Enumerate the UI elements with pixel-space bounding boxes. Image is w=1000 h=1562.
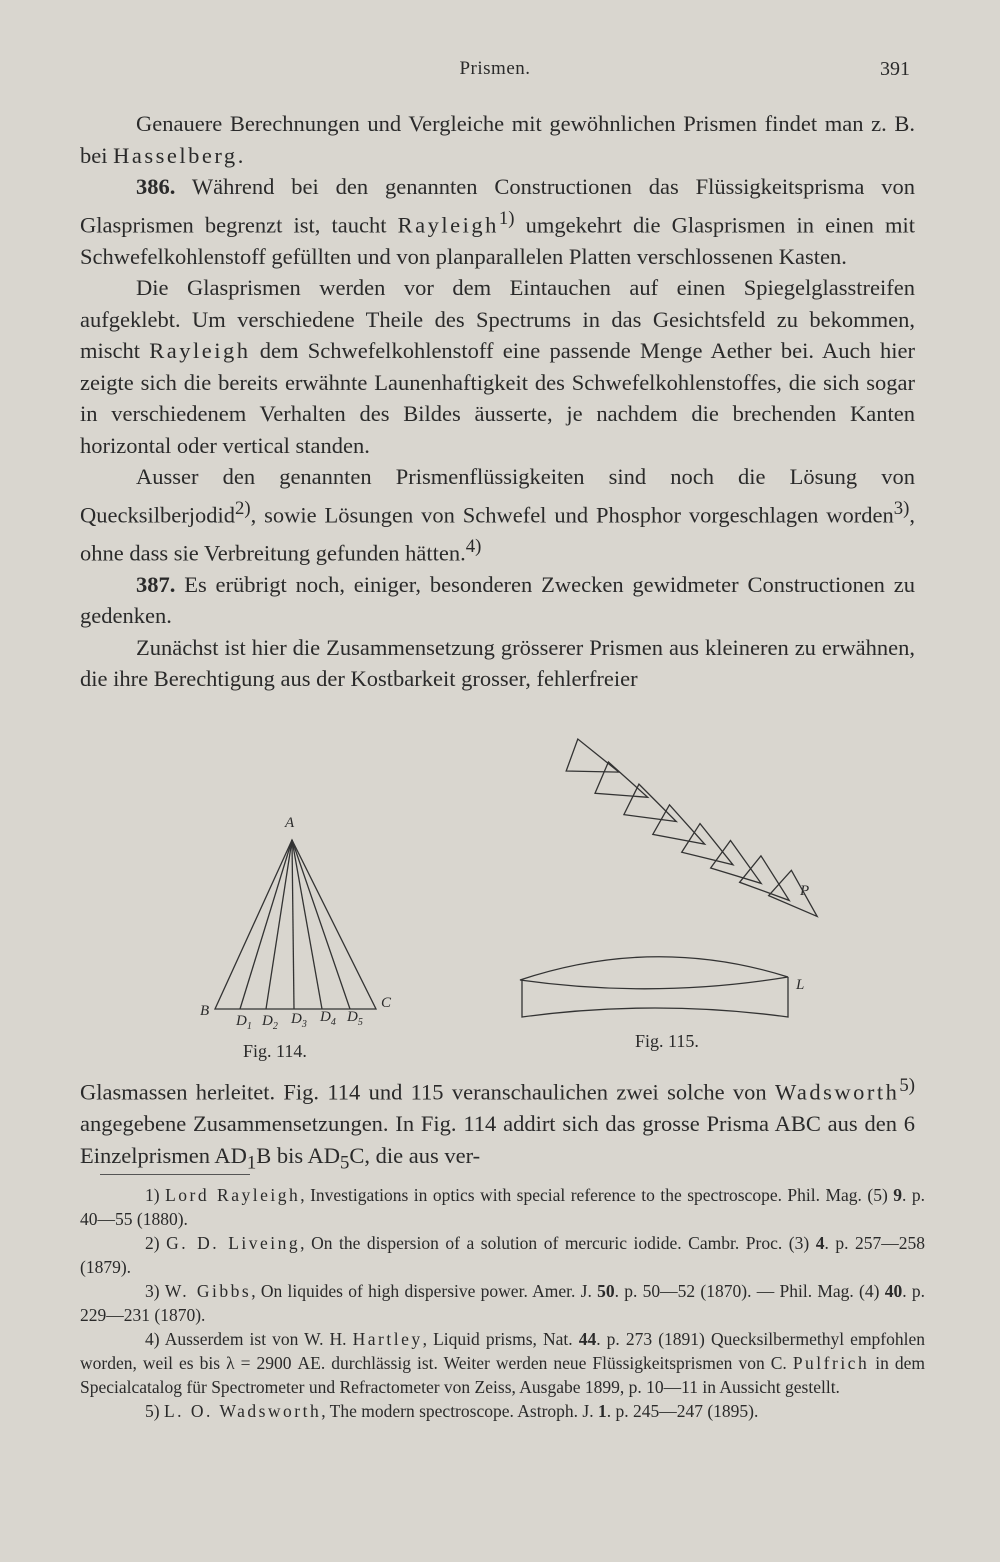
label-d1: $D_1$ (236, 1013, 252, 1032)
footnote-rule (100, 1174, 250, 1175)
paragraph-7: Glasmassen herleitet. Fig. 114 und 115 veranschaulichen zwei solche von Wadsworth$^{5)}$ angegebene Zusammensetzungen. In Fig. 114 addirt sich das grosse Prisma ABC aus den 6 Einzelprismen $AD_1B$ bis $AD_5C$, die aus ver- (80, 1075, 916, 1173)
paragraph-1: Genauere Berechnungen und Vergleiche mit gewöhnlichen Prismen findet man z. B. bei Hasselberg. (80, 111, 915, 168)
line-ad2 (266, 840, 292, 1009)
label-d4: $D_4$ (320, 1009, 336, 1028)
footnote-5: 5) L. O. Wadsworth, The modern spectroscope. Astroph. J. 1. p. 245—247 (1895). (145, 1401, 759, 1421)
label-p: P (800, 883, 810, 899)
small-prism (566, 739, 619, 772)
paragraph-3: Die Glasprismen werden vor dem Eintauchen auf einen Spiegelglasstreifen aufgeklebt. Um verschiedene Theile des Spectrums in das Gesichtsfeld zu bekommen, mischt Rayleigh dem Schwefelkohlenstoff eine passende Menge Aether bei. Auch hier zeigte sich die bereits erwähnte Launenhaftigkeit des Schwefelkohlenstoffes, die sich sogar in verschiedenem Verhalten des Bildes äusserte, je nachdem die brechenden Kanten horizontal oder vertical standen. (80, 275, 915, 458)
label-d5: $D_5$ (347, 1009, 363, 1028)
footnote-ref: 1) (498, 207, 515, 229)
lens-shape (520, 957, 788, 989)
main-text-bottom (80, 1070, 915, 1179)
paragraph-386: 386. Während bei den genannten Constructionen das Flüssigkeitsprisma von Glasprismen begrenzt ist, taucht Rayleigh$^{1)}$ umgekehrt die Glasprismen in einen mit Schwefelkohlenstoff gefüllten und von planparallelen Platten verschlossenen Kasten. (80, 174, 916, 269)
footnotes (80, 1183, 925, 1423)
page-number: 391 (880, 58, 910, 80)
footnote-4: 4) Ausserdem ist von W. H. Hartley, Liquid prisms, Nat. 44. p. 273 (1891) Quecksilbermethyl empfohlen worden, weil es bis λ = 2900 AE. durchlässig ist. Weiter werden neue Flüssigkeitsprismen von C. Pulfrich in dem Specialcatalog für Spectrometer und Refractometer von Zeiss, Ausgabe 1899, p. 10—11 in Aussicht gestellt. (80, 1329, 926, 1397)
line-ad4 (292, 840, 322, 1009)
label-c: C (381, 995, 392, 1011)
author-name: Rayleigh (149, 338, 251, 363)
author-name: Hasselberg (113, 142, 238, 168)
figures-area (0, 715, 1000, 1075)
prism-abc (215, 840, 376, 1009)
line-ad3 (292, 840, 294, 1009)
label-l: L (796, 977, 805, 993)
fig-115-caption: Fig. 115. (635, 1031, 699, 1051)
running-head (80, 58, 910, 88)
section-number: 386. (136, 174, 176, 199)
paragraph-387: 387. Es erübrigt noch, einiger, besonderen Zwecken gewidmeter Constructionen zu gedenken. (80, 571, 915, 628)
small-prism (595, 762, 648, 797)
line-ad1 (240, 840, 292, 1009)
paragraph-4: Ausser den genannten Prismenflüssigkeiten sind noch die Lösung von Quecksilberjodid$^{2)}$, sowie Lösungen von Schwefel und Phosphor vorgeschlagen worden$^{3)}$, ohne dass sie Verbreitung gefunden hätten.$^{4)}$ (80, 464, 915, 565)
label-b: B (200, 1003, 210, 1019)
line-ad5 (292, 840, 350, 1009)
small-prism (653, 805, 705, 844)
footnote-1: 1) Lord Rayleigh, Investigations in optics with special reference to the spectroscope. Phil. Mag. (5) 9. p. 40—55 (1880). (80, 1185, 926, 1229)
label-a: A (285, 815, 295, 831)
small-prism (624, 784, 676, 821)
paragraph-6: Zunächst ist hier die Zusammensetzung grösserer Prismen aus kleineren zu erwähnen, die ihre Berechtigung aus der Kostbarkeit grosser, fehlerfreier (80, 634, 915, 691)
fig-114-caption: Fig. 114. (243, 1041, 307, 1061)
small-prism (740, 856, 790, 901)
fig-115-drawing (520, 739, 817, 1017)
footnote-3: 3) W. Gibbs, On liquides of high dispersive power. Amer. J. 50. p. 50—52 (1870). — Phil. Mag. (4) 40. p. 229—231 (1870). (80, 1281, 926, 1325)
author-name: Wadsworth (774, 1079, 900, 1105)
footnote-ref: 3) (893, 497, 910, 519)
small-prism (769, 870, 818, 916)
label-d2: $D_2$ (262, 1013, 278, 1032)
section-number: 387. (136, 571, 176, 597)
footnote-ref: 2) (234, 497, 251, 519)
fig-114-drawing (215, 840, 376, 1009)
small-prism (682, 824, 733, 865)
running-title: Prismen. (459, 58, 531, 79)
author-name: Rayleigh (397, 212, 499, 237)
prism-chain (566, 739, 817, 916)
footnote-ref: 5) (899, 1075, 916, 1096)
footnote-2: 2) G. D. Liveing, On the dispersion of a solution of mercuric iodide. Cambr. Proc. (3) 4. p. 257—258 (1879). (80, 1233, 926, 1277)
footnote-ref: 4) (465, 535, 482, 557)
figure-drawings (0, 715, 1000, 1075)
label-d3: $D_3$ (291, 1011, 307, 1030)
main-text-top (80, 108, 915, 695)
